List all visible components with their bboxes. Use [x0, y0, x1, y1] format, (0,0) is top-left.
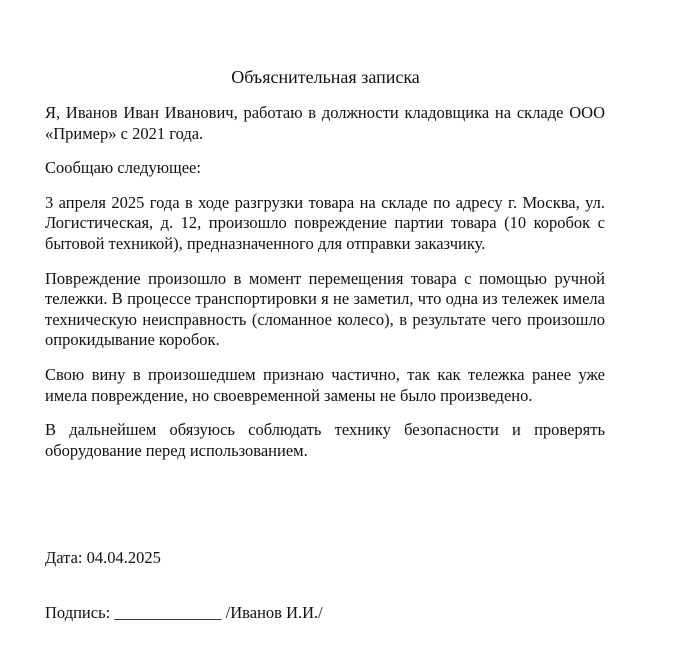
paragraph-incident: 3 апреля 2025 года в ходе разгрузки товара на складе по адресу г. Москва, ул. Логистическая, д. 12, произошло повреждение партии товара (10 коробок с бытовой техникой), предназначенного для отправки заказчику. [45, 192, 605, 253]
signature-line: Подпись: _____________ /Иванов И.И./ [45, 603, 323, 622]
paragraph-cause: Повреждение произошло в момент перемещения товара с помощью ручной тележки. В процессе транспортировки я не заметил, что одна из тележек имела техническую неисправность (сломанное колесо), в результате чего произошло опрокидывание коробок. [45, 268, 605, 350]
paragraph-guilt: Свою вину в произошедшем признаю частично, так как тележка ранее уже имела повреждение, но своевременной замены не было произведено. [45, 364, 605, 405]
paragraph-intro: Я, Иванов Иван Иванович, работаю в должности кладовщика на складе ООО «Пример» с 2021 года. [45, 103, 605, 143]
document-title: Объяснительная записка [231, 67, 420, 87]
document-body [45, 103, 605, 475]
date-line: Дата: 04.04.2025 [45, 548, 161, 567]
paragraph-commitment: В дальнейшем обязуюсь соблюдать технику безопасности и проверять оборудование перед использованием. [45, 420, 605, 460]
paragraph-announcement: Сообщаю следующее: [45, 158, 201, 178]
